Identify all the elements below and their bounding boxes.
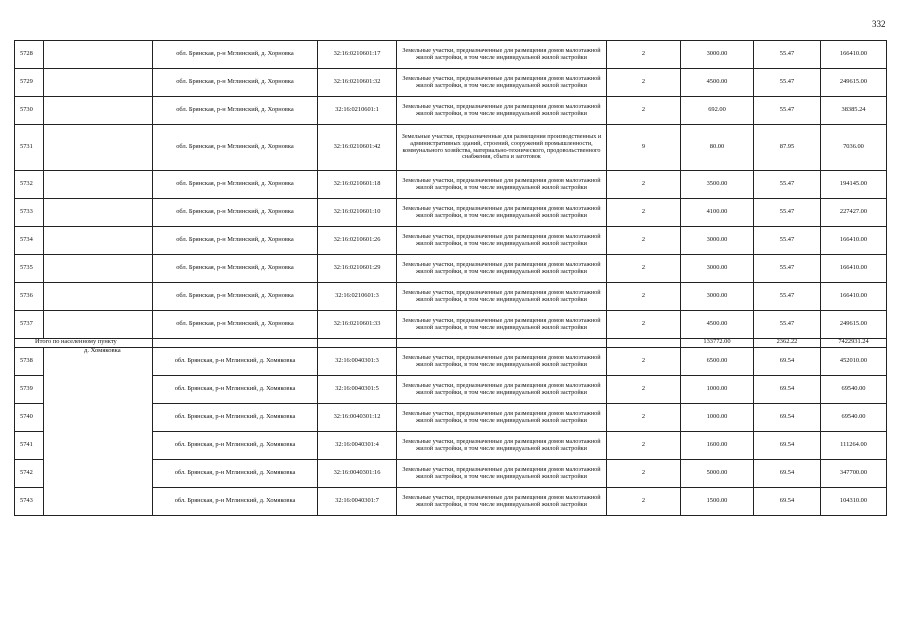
row-area: 1000.00 <box>681 376 754 404</box>
row-value: 69540.00 <box>821 376 887 404</box>
row-land-use: Земельные участки, предназначенные для размещения домов малоэтажной жилой застройки, в том числе индивидуальной жилой застройки <box>397 460 607 488</box>
row-area: 1500.00 <box>681 488 754 516</box>
row-land-use: Земельные участки, предназначенные для размещения домов малоэтажной жилой застройки, в том числе индивидуальной жилой застройки <box>397 227 607 255</box>
row-spacer <box>44 171 153 199</box>
row-land-use: Земельные участки, предназначенные для размещения домов малоэтажной жилой застройки, в том числе индивидуальной жилой застройки <box>397 488 607 516</box>
row-cadastral-number: 32:16:0210601:10 <box>318 199 397 227</box>
table-row <box>15 69 887 97</box>
locality-name: д. Хомяковка <box>44 348 153 516</box>
table-row <box>15 255 887 283</box>
row-value: 194145.00 <box>821 171 887 199</box>
row-cadastral-number: 32:16:0210601:29 <box>318 255 397 283</box>
row-rate: 69.54 <box>754 432 821 460</box>
row-value: 166410.00 <box>821 283 887 311</box>
table-row <box>15 125 887 171</box>
row-id: 5740 <box>15 404 44 432</box>
row-rate: 55.47 <box>754 311 821 339</box>
row-spacer <box>44 97 153 125</box>
row-land-use: Земельные участки, предназначенные для размещения домов малоэтажной жилой застройки, в том числе индивидуальной жилой застройки <box>397 404 607 432</box>
row-id: 5732 <box>15 171 44 199</box>
row-group: 2 <box>607 460 681 488</box>
row-land-use: Земельные участки, предназначенные для размещения домов малоэтажной жилой застройки, в том числе индивидуальной жилой застройки <box>397 348 607 376</box>
row-rate: 69.54 <box>754 376 821 404</box>
row-land-use: Земельные участки, предназначенные для размещения домов малоэтажной жилой застройки, в том числе индивидуальной жилой застройки <box>397 255 607 283</box>
row-area: 1600.00 <box>681 432 754 460</box>
row-group: 2 <box>607 488 681 516</box>
subtotal-rate: 2362.22 <box>754 339 821 348</box>
table-row <box>15 97 887 125</box>
row-address: обл. Брянская, р-н Мглинский, д. Хомяковка <box>153 460 318 488</box>
row-rate: 55.47 <box>754 69 821 97</box>
row-group: 2 <box>607 171 681 199</box>
row-spacer <box>44 227 153 255</box>
row-area: 4100.00 <box>681 199 754 227</box>
row-cadastral-number: 32:16:0040301:16 <box>318 460 397 488</box>
row-value: 452010.00 <box>821 348 887 376</box>
row-cadastral-number: 32:16:0040301:7 <box>318 488 397 516</box>
row-spacer <box>44 255 153 283</box>
row-rate: 69.54 <box>754 460 821 488</box>
row-group: 2 <box>607 348 681 376</box>
row-group: 9 <box>607 125 681 171</box>
row-cadastral-number: 32:16:0040301:3 <box>318 348 397 376</box>
row-land-use: Земельные участки, предназначенные для размещения домов малоэтажной жилой застройки, в том числе индивидуальной жилой застройки <box>397 376 607 404</box>
row-rate: 55.47 <box>754 97 821 125</box>
subtotal-label: Итого по населенному пункту <box>15 339 153 348</box>
row-area: 3000.00 <box>681 41 754 69</box>
row-id: 5741 <box>15 432 44 460</box>
row-rate: 55.47 <box>754 199 821 227</box>
row-address: обл. Брянская, р-н Мглинский, д. Хорновка <box>153 199 318 227</box>
page-number: 332 <box>872 19 886 29</box>
row-land-use: Земельные участки, предназначенные для размещения домов малоэтажной жилой застройки, в том числе индивидуальной жилой застройки <box>397 199 607 227</box>
row-rate: 69.54 <box>754 488 821 516</box>
row-id: 5731 <box>15 125 44 171</box>
subtotal-row <box>15 339 887 348</box>
row-id: 5739 <box>15 376 44 404</box>
row-group: 2 <box>607 69 681 97</box>
subtotal-area: 133772.00 <box>681 339 754 348</box>
row-group: 2 <box>607 432 681 460</box>
row-area: 4500.00 <box>681 311 754 339</box>
table-row <box>15 171 887 199</box>
row-cadastral-number: 32:16:0040301:5 <box>318 376 397 404</box>
row-id: 5729 <box>15 69 44 97</box>
row-rate: 55.47 <box>754 227 821 255</box>
row-id: 5742 <box>15 460 44 488</box>
row-id: 5728 <box>15 41 44 69</box>
row-group: 2 <box>607 311 681 339</box>
row-land-use: Земельные участки, предназначенные для размещения домов малоэтажной жилой застройки, в том числе индивидуальной жилой застройки <box>397 311 607 339</box>
row-address: обл. Брянская, р-н Мглинский, д. Хорновка <box>153 69 318 97</box>
row-group: 2 <box>607 283 681 311</box>
row-spacer <box>44 69 153 97</box>
row-area: 3500.00 <box>681 171 754 199</box>
locality-a-subtotal <box>15 339 887 348</box>
row-rate: 55.47 <box>754 255 821 283</box>
row-address: обл. Брянская, р-н Мглинский, д. Хорновка <box>153 97 318 125</box>
row-rate: 69.54 <box>754 348 821 376</box>
row-id: 5738 <box>15 348 44 376</box>
row-spacer <box>44 199 153 227</box>
row-address: обл. Брянская, р-н Мглинский, д. Хорновка <box>153 255 318 283</box>
row-value: 249615.00 <box>821 69 887 97</box>
row-area: 3000.00 <box>681 227 754 255</box>
row-value: 166410.00 <box>821 255 887 283</box>
row-address: обл. Брянская, р-н Мглинский, д. Хомяковка <box>153 488 318 516</box>
subtotal-value: 7422931.24 <box>821 339 887 348</box>
row-value: 227427.00 <box>821 199 887 227</box>
table-row <box>15 348 887 376</box>
row-spacer <box>44 125 153 171</box>
row-cadastral-number: 32:16:0210601:42 <box>318 125 397 171</box>
table-row <box>15 227 887 255</box>
row-area: 80.00 <box>681 125 754 171</box>
locality-b-rows <box>15 348 887 516</box>
row-rate: 87.95 <box>754 125 821 171</box>
row-value: 111264.00 <box>821 432 887 460</box>
row-group: 2 <box>607 376 681 404</box>
table-row <box>15 199 887 227</box>
row-rate: 55.47 <box>754 283 821 311</box>
row-land-use: Земельные участки, предназначенные для размещения домов малоэтажной жилой застройки, в том числе индивидуальной жилой застройки <box>397 69 607 97</box>
row-cadastral-number: 32:16:0210601:3 <box>318 283 397 311</box>
row-rate: 55.47 <box>754 41 821 69</box>
row-address: обл. Брянская, р-н Мглинский, д. Хорновка <box>153 125 318 171</box>
row-group: 2 <box>607 41 681 69</box>
row-group: 2 <box>607 255 681 283</box>
table-row <box>15 283 887 311</box>
row-land-use: Земельные участки, предназначенные для размещения домов малоэтажной жилой застройки, в том числе индивидуальной жилой застройки <box>397 283 607 311</box>
row-area: 6500.00 <box>681 348 754 376</box>
row-address: обл. Брянская, р-н Мглинский, д. Хомяковка <box>153 348 318 376</box>
row-address: обл. Брянская, р-н Мглинский, д. Хомяковка <box>153 432 318 460</box>
row-area: 4500.00 <box>681 69 754 97</box>
row-value: 166410.00 <box>821 227 887 255</box>
row-value: 347700.00 <box>821 460 887 488</box>
row-group: 2 <box>607 404 681 432</box>
row-value: 249615.00 <box>821 311 887 339</box>
row-land-use: Земельные участки, предназначенные для размещения домов малоэтажной жилой застройки, в том числе индивидуальной жилой застройки <box>397 41 607 69</box>
row-rate: 69.54 <box>754 404 821 432</box>
row-id: 5736 <box>15 283 44 311</box>
row-value: 38385.24 <box>821 97 887 125</box>
row-area: 5000.00 <box>681 460 754 488</box>
row-group: 2 <box>607 97 681 125</box>
row-cadastral-number: 32:16:0210601:26 <box>318 227 397 255</box>
row-value: 104310.00 <box>821 488 887 516</box>
table-row <box>15 311 887 339</box>
row-address: обл. Брянская, р-н Мглинский, д. Хорновка <box>153 227 318 255</box>
row-value: 7036.00 <box>821 125 887 171</box>
row-spacer <box>44 311 153 339</box>
row-value: 69540.00 <box>821 404 887 432</box>
cadastral-value-table <box>14 40 887 516</box>
row-address: обл. Брянская, р-н Мглинский, д. Хомяковка <box>153 376 318 404</box>
row-id: 5733 <box>15 199 44 227</box>
row-address: обл. Брянская, р-н Мглинский, д. Хомяковка <box>153 404 318 432</box>
row-spacer <box>44 41 153 69</box>
row-cadastral-number: 32:16:0040301:12 <box>318 404 397 432</box>
row-group: 2 <box>607 227 681 255</box>
row-value: 166410.00 <box>821 41 887 69</box>
row-rate: 55.47 <box>754 171 821 199</box>
row-cadastral-number: 32:16:0210601:18 <box>318 171 397 199</box>
locality-a-rows <box>15 41 887 339</box>
row-address: обл. Брянская, р-н Мглинский, д. Хорновка <box>153 41 318 69</box>
row-area: 1000.00 <box>681 404 754 432</box>
row-land-use: Земельные участки, предназначенные для размещения домов малоэтажной жилой застройки, в том числе индивидуальной жилой застройки <box>397 171 607 199</box>
row-address: обл. Брянская, р-н Мглинский, д. Хорновка <box>153 311 318 339</box>
row-land-use: Земельные участки, предназначенные для размещения производственных и административных зданий, строений, сооружений промышленности, коммунального хозяйства, материально-технического, продовольственного снабжения, сбыта и заготовок <box>397 125 607 171</box>
table-row <box>15 41 887 69</box>
row-area: 3000.00 <box>681 283 754 311</box>
row-cadastral-number: 32:16:0210601:33 <box>318 311 397 339</box>
row-land-use: Земельные участки, предназначенные для размещения домов малоэтажной жилой застройки, в том числе индивидуальной жилой застройки <box>397 97 607 125</box>
row-id: 5730 <box>15 97 44 125</box>
row-group: 2 <box>607 199 681 227</box>
row-id: 5743 <box>15 488 44 516</box>
row-land-use: Земельные участки, предназначенные для размещения домов малоэтажной жилой застройки, в том числе индивидуальной жилой застройки <box>397 432 607 460</box>
row-cadastral-number: 32:16:0210601:1 <box>318 97 397 125</box>
row-id: 5734 <box>15 227 44 255</box>
row-id: 5735 <box>15 255 44 283</box>
row-address: обл. Брянская, р-н Мглинский, д. Хорновка <box>153 171 318 199</box>
row-area: 692.00 <box>681 97 754 125</box>
row-spacer <box>44 283 153 311</box>
row-id: 5737 <box>15 311 44 339</box>
row-area: 3000.00 <box>681 255 754 283</box>
row-cadastral-number: 32:16:0210601:32 <box>318 69 397 97</box>
row-cadastral-number: 32:16:0210601:17 <box>318 41 397 69</box>
row-address: обл. Брянская, р-н Мглинский, д. Хорновка <box>153 283 318 311</box>
row-cadastral-number: 32:16:0040301:4 <box>318 432 397 460</box>
